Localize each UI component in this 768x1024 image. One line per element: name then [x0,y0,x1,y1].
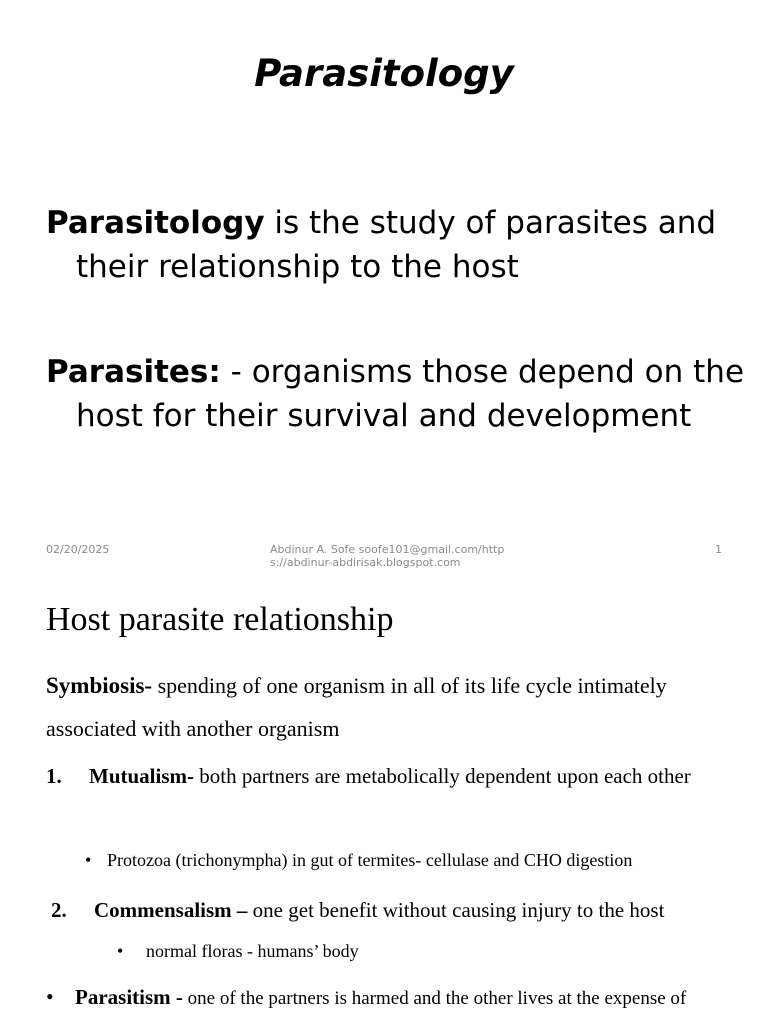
slide-2 [0,576,768,1024]
term-mutualism: Mutualism- [89,764,194,788]
list-number: 1. [46,764,62,788]
footer-author-line: s://abdinur-abdirisak.blogspot.com [270,556,461,569]
list-number: 2. [51,898,67,922]
term-parasites: Parasites: [46,354,221,390]
symbiosis-definition [46,664,726,750]
definition-text: is the study of parasites and their relationship to the host [76,205,717,285]
parasitism-text: one of the partners is harmed and the other lives at the expense of [182,988,687,1009]
bullet-text: Protozoa (trichonympha) in gut of termites- cellulase and CHO digestion [107,850,633,870]
bullet-item-parasitism [46,982,746,1014]
list-item-text [51,889,731,932]
mutualism-text: both partners are metabolically dependent upon each other [194,764,691,788]
slide-title: Host parasite relationship [46,601,394,638]
bullet-item [117,939,717,963]
definition-text: - organisms those depend on the host for their survival and development [76,354,745,434]
parasitism-definition [46,982,746,1014]
definition-parasitology [46,201,766,289]
term-commensalism: Commensalism – [94,898,248,922]
term-symbiosis: Symbiosis- [46,673,153,698]
term-parasitology: Parasitology [46,205,265,241]
bullet-text: normal floras - humans’ body [146,941,359,961]
bullet-item [85,848,725,872]
bullet-dot: • [117,941,124,961]
commensalism-text: one get benefit without causing injury to the host [247,898,665,922]
term-parasitism: Parasitism - [75,985,183,1009]
list-item-mutualism [46,755,726,798]
list-item-text [46,755,726,798]
bullet-dot: • [85,850,92,870]
footer-date: 02/20/2025 [46,543,110,556]
footer-page-number: 1 [715,543,722,556]
footer-author-line: Abdinur A. Sofe soofe101@gmail.com/http [270,543,505,556]
footer-author [270,543,510,569]
slide-title: Parasitology [254,52,514,95]
bullet-dot: • [46,984,54,1009]
definition-parasites [46,350,766,438]
list-item-commensalism [51,889,731,932]
symbiosis-text: spending of one organism in all of its life cycle intimately associated with another organism [46,673,667,741]
